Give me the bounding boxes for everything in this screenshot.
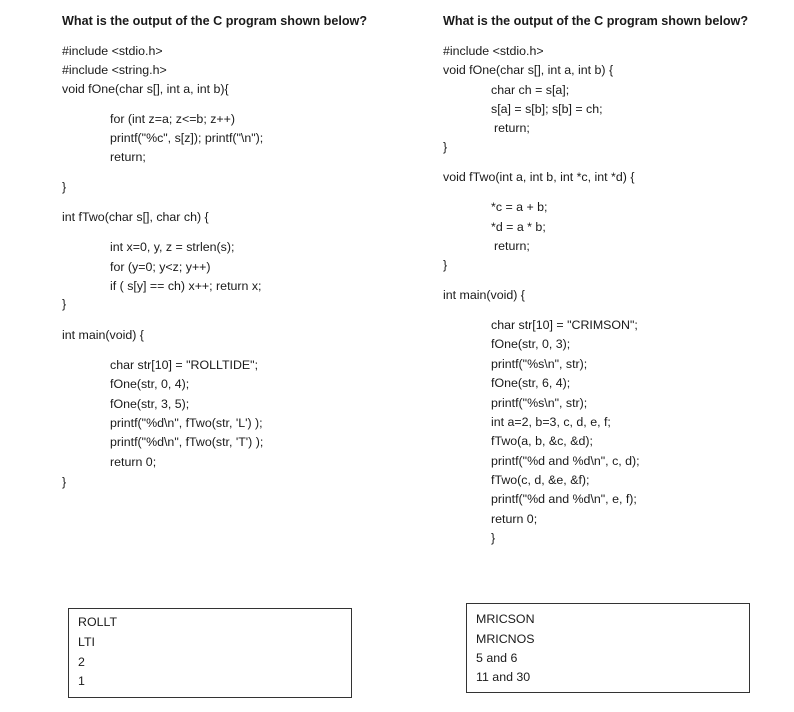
answer-line: 11 and 30 bbox=[476, 670, 531, 684]
answer-line: 2 bbox=[78, 655, 85, 669]
code-line: char ch = s[a]; bbox=[491, 83, 570, 97]
code-line: #include <stdio.h> bbox=[443, 44, 544, 58]
code-line: return; bbox=[110, 150, 146, 164]
code-line: fOne(str, 6, 4); bbox=[491, 376, 571, 390]
right-question-title: What is the output of the C program shown below? bbox=[443, 14, 749, 28]
answer-line: LTI bbox=[78, 635, 95, 649]
code-line: for (y=0; y<z; y++) bbox=[110, 260, 211, 274]
code-line: *c = a + b; bbox=[491, 200, 548, 214]
code-line: printf("%s\n", str); bbox=[491, 357, 588, 371]
answer-line: 1 bbox=[78, 674, 85, 688]
code-line: void fTwo(int a, int b, int *c, int *d) { bbox=[443, 170, 635, 184]
code-line: int a=2, b=3, c, d, e, f; bbox=[491, 415, 611, 429]
code-line: fTwo(a, b, &c, &d); bbox=[491, 434, 593, 448]
code-line: fOne(str, 0, 3); bbox=[491, 337, 571, 351]
code-line: for (int z=a; z<=b; z++) bbox=[110, 112, 236, 126]
answer-line: ROLLT bbox=[78, 615, 118, 629]
answer-line: 5 and 6 bbox=[476, 651, 518, 665]
code-line: return 0; bbox=[491, 512, 538, 526]
code-line: char str[10] = "ROLLTIDE"; bbox=[110, 358, 259, 372]
code-line: printf("%c", s[z]); printf("\n"); bbox=[110, 131, 264, 145]
code-line: fTwo(c, d, &e, &f); bbox=[491, 473, 590, 487]
code-line: return 0; bbox=[110, 455, 157, 469]
code-line: } bbox=[443, 258, 448, 272]
code-line: *d = a * b; bbox=[491, 220, 546, 234]
code-line: printf("%d\n", fTwo(str, 'L') ); bbox=[110, 416, 263, 430]
answer-line: MRICNOS bbox=[476, 632, 535, 646]
code-line: void fOne(char s[], int a, int b){ bbox=[62, 82, 229, 96]
code-line: int fTwo(char s[], char ch) { bbox=[62, 210, 209, 224]
left-question-title: What is the output of the C program shown below? bbox=[62, 14, 368, 28]
code-line: } bbox=[62, 297, 67, 311]
answer-line: MRICSON bbox=[476, 612, 535, 626]
code-line: printf("%s\n", str); bbox=[491, 396, 588, 410]
code-line: } bbox=[443, 140, 448, 154]
code-line: int x=0, y, z = strlen(s); bbox=[110, 240, 235, 254]
code-line: char str[10] = "CRIMSON"; bbox=[491, 318, 638, 332]
code-line: printf("%d and %d\n", e, f); bbox=[491, 492, 637, 506]
code-line: printf("%d and %d\n", c, d); bbox=[491, 454, 640, 468]
code-line: fOne(str, 0, 4); bbox=[110, 377, 190, 391]
code-line: fOne(str, 3, 5); bbox=[110, 397, 190, 411]
code-line: void fOne(char s[], int a, int b) { bbox=[443, 63, 614, 77]
code-line: } bbox=[491, 531, 496, 545]
code-line: printf("%d\n", fTwo(str, 'T') ); bbox=[110, 435, 264, 449]
code-line: } bbox=[62, 475, 67, 489]
code-line: int main(void) { bbox=[62, 328, 144, 342]
code-line: return; bbox=[494, 121, 530, 135]
code-line: if ( s[y] == ch) x++; return x; bbox=[110, 279, 262, 293]
code-line: int main(void) { bbox=[443, 288, 525, 302]
code-line: s[a] = s[b]; s[b] = ch; bbox=[491, 102, 603, 116]
code-line: return; bbox=[494, 239, 530, 253]
code-line: #include <stdio.h> bbox=[62, 44, 163, 58]
code-line: } bbox=[62, 180, 67, 194]
code-line: #include <string.h> bbox=[62, 63, 167, 77]
